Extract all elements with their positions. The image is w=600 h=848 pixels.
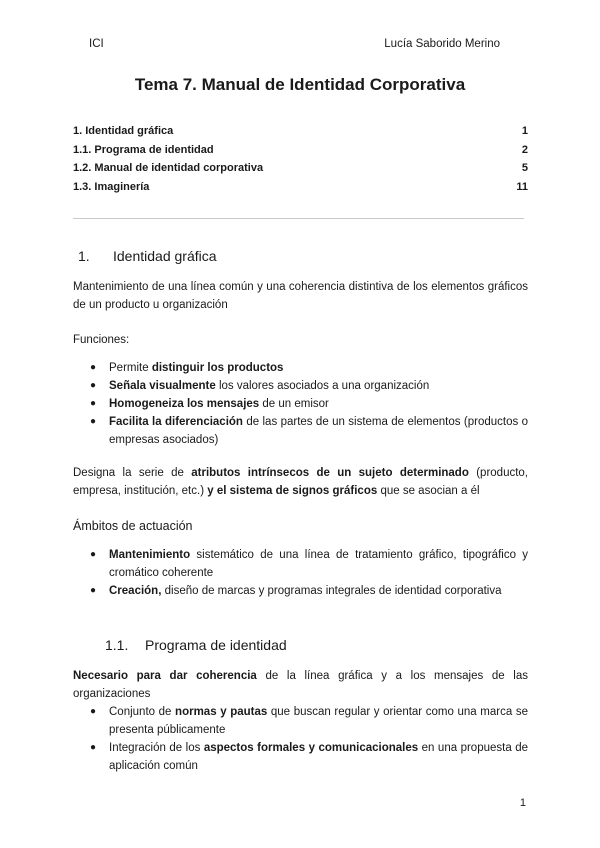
section-title: Identidad gráfica bbox=[113, 248, 217, 264]
bullet-icon: ● bbox=[90, 380, 97, 391]
header-author: Lucía Saborido Merino bbox=[384, 38, 500, 50]
list-item: ● Señala visualmente los valores asociados a una organización bbox=[73, 377, 528, 395]
toc-entry-label: 1.1. Programa de identidad bbox=[73, 143, 214, 156]
bullet-icon: ● bbox=[90, 742, 97, 753]
toc-entry[interactable] bbox=[73, 159, 528, 178]
toc-entry-page: 5 bbox=[521, 162, 528, 174]
subsection-heading bbox=[105, 637, 287, 653]
bullet-icon: ● bbox=[90, 398, 97, 409]
toc-entry[interactable] bbox=[73, 122, 528, 141]
list-item: ● Permite distinguir los productos bbox=[73, 359, 528, 377]
section-number: 1. bbox=[78, 248, 90, 264]
programa-intro: Necesario para dar coherencia de la línea gráfica y a los mensajes de las organizaciones bbox=[73, 670, 529, 700]
toc-entry-label: 1.3. Imaginería bbox=[73, 180, 150, 193]
subsection-title: Programa de identidad bbox=[145, 637, 287, 653]
funciones-label: Funciones: bbox=[73, 334, 130, 346]
designa-paragraph: Designa la serie de atributos intrínsecos de un sujeto determinado (producto, empresa, institución, etc.) y el sistema de signos gráficos que se asocian a él bbox=[73, 467, 528, 497]
toc-entry[interactable] bbox=[73, 178, 528, 197]
bullet-icon: ● bbox=[90, 362, 97, 373]
programa-list bbox=[73, 703, 528, 775]
page-title: Tema 7. Manual de Identidad Corporativa bbox=[134, 75, 466, 94]
ambitos-label: Ámbitos de actuación bbox=[73, 519, 193, 533]
divider bbox=[73, 218, 524, 219]
bullet-icon: ● bbox=[90, 416, 97, 427]
toc-entry-page: 2 bbox=[521, 143, 528, 156]
bullet-icon: ● bbox=[90, 585, 97, 596]
list-item: ● Mantenimiento sistemático de una línea de tratamiento gráfico, tipográfico y cromático coherente bbox=[73, 546, 528, 582]
subsection-number: 1.1. bbox=[105, 637, 129, 653]
funciones-list bbox=[73, 359, 528, 449]
ambitos-list bbox=[73, 546, 528, 600]
toc-entry[interactable] bbox=[73, 141, 528, 160]
list-item: ● Facilita la diferenciación de las partes de un sistema de elementos (productos o empresas asociados) bbox=[73, 413, 528, 449]
toc-entry-label: 1.2. Manual de identidad corporativa bbox=[73, 162, 264, 174]
page-number: 1 bbox=[519, 797, 526, 809]
toc-entry-label: 1. Identidad gráfica bbox=[73, 125, 174, 137]
section-heading bbox=[73, 248, 217, 264]
toc-entry-page: 1 bbox=[521, 125, 528, 137]
bullet-icon: ● bbox=[90, 706, 97, 717]
bullet-icon: ● bbox=[90, 549, 97, 560]
list-item: ● Integración de los aspectos formales y comunicacionales en una propuesta de aplicación común bbox=[73, 739, 528, 775]
table-of-contents bbox=[73, 122, 528, 196]
toc-entry-page: 11 bbox=[516, 180, 528, 193]
list-item: ● Conjunto de normas y pautas que buscan regular y orientar como una marca se presenta públicamente bbox=[73, 703, 528, 739]
list-item: ● Homogeneiza los mensajes de un emisor bbox=[73, 395, 528, 413]
list-item: ● Creación, diseño de marcas y programas integrales de identidad corporativa bbox=[73, 582, 528, 600]
header-course: ICI bbox=[89, 38, 104, 50]
intro-paragraph: Mantenimiento de una línea común y una coherencia distintiva de los elementos gráficos de un producto u organización bbox=[73, 281, 528, 311]
